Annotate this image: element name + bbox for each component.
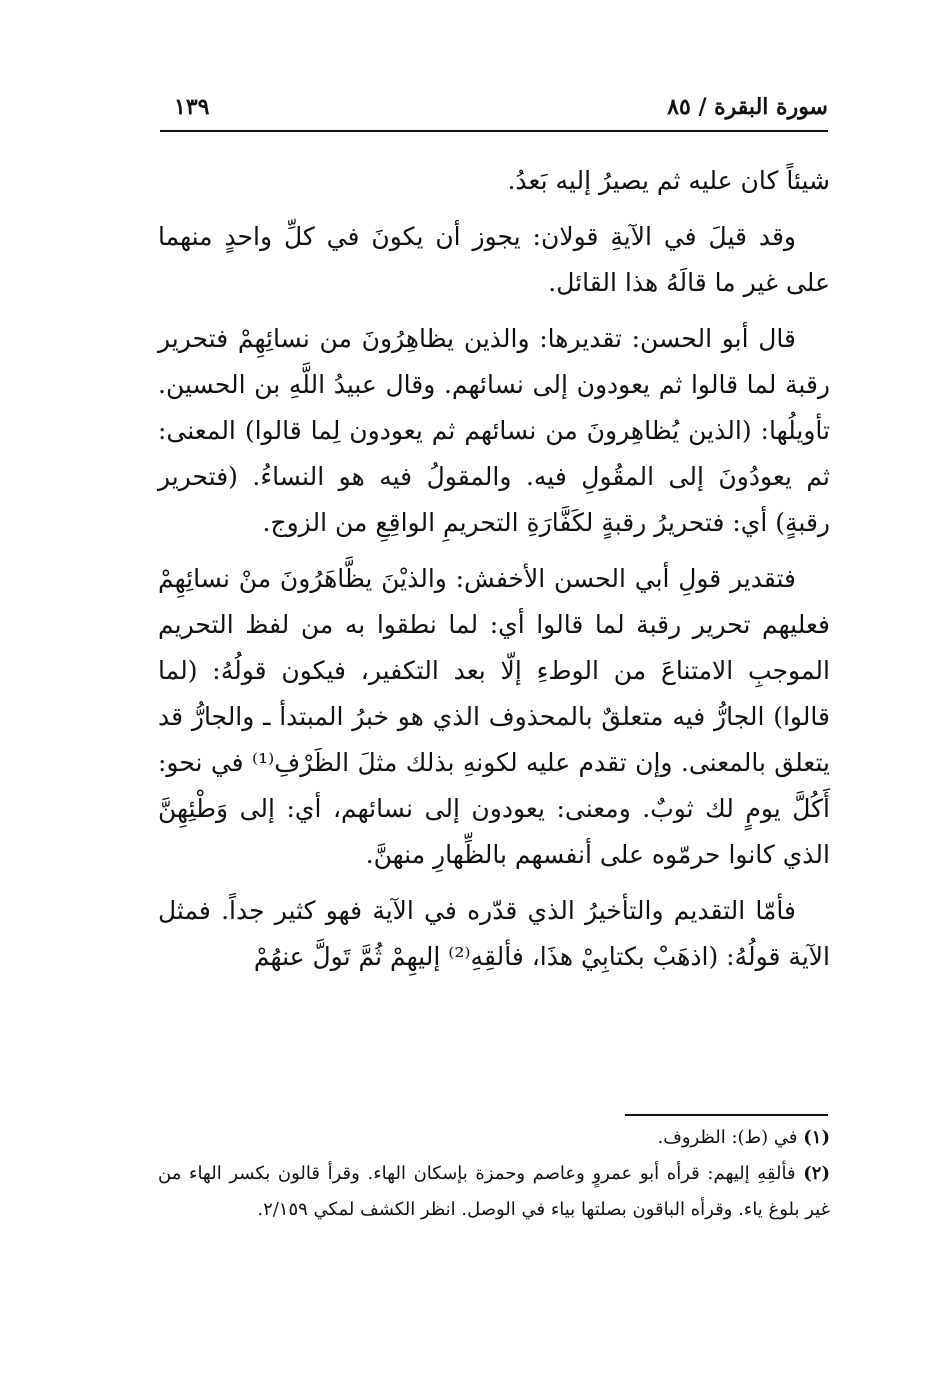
footnote-number: (٢) (803, 1163, 830, 1184)
header-divider (160, 130, 828, 132)
footnote-number: (١) (803, 1127, 830, 1148)
running-header (160, 90, 828, 128)
main-text (158, 158, 830, 990)
footnote-text: في (ط): الظروف. (657, 1127, 798, 1148)
footnote-divider (625, 1114, 828, 1116)
page-number: ١٣٩ (174, 94, 210, 120)
footnote (158, 1156, 830, 1228)
paragraph: فتقدير قولِ أبي الحسن الأخفش: والذيْنَ يظَّاهَرُونَ منْ نسائِهِمْ فعليهم تحرير رقبة لما قالوا أي: لما نطقوا به من لفظ التحريم الموجبِ الامتناعَ من الوطءِ إلّا بعد التكفير، فيكون قولُهُ: (لما قالوا) الجارُّ فيه متعلقٌ بالمحذوف الذي هو خبرُ المبتدأ ـ والجارُّ قد يتعلق بالمعنى. وإن تقدم عليه لكونهِ بذلك مثلَ الظَرْفِ⁽¹⁾ في نحو: أَكُلَّ يومٍ لك ثوبٌ. ومعنى: يعودون إلى نسائهم، أي: إلى وَطْئِهِنَّ الذي كانوا حرمّوه على أنفسهم بالظِّهارِ منهنَّ. (158, 564, 830, 869)
footnote (158, 1120, 830, 1156)
paragraph: شيئاً كان عليه ثم يصيرُ إليه بَعدُ. (507, 166, 830, 195)
paragraph: وقد قيلَ في الآيةِ قولان: يجوز أن يكونَ في كلِّ واحدٍ منهما على غير ما قالَهُ هذا القائل. (158, 222, 830, 297)
paragraph: فأمّا التقديم والتأخيرُ الذي قدّره في الآية فهو كثير جداً. فمثل الآية قولُهُ: (اذهَبْ بكتابِيْ هذَا، فألقِهِ⁽²⁾ إليهِمْ ثُمَّ تَولَّ عنهُمْ (158, 896, 830, 971)
running-title: سورة البقرة / ٨٥ (667, 94, 828, 120)
footnote-text: فألقِهِ إليهم: قرأه أبو عمروٍ وعاصم وحمزة بإسكان الهاء. وقرأ قالون بكسر الهاء من غير بلوغ ياء. وقرأه الباقون بصلتها بياء في الوصل. انظر الكشف لمكي ٢/١٥٩. (158, 1163, 830, 1220)
footnotes (158, 1120, 830, 1228)
paragraph: قال أبو الحسن: تقديرها: والذين يظاهِرُونَ من نسائِهِمْ فتحرير رقبة لما قالوا ثم يعودون إلى نسائهم. وقال عبيدُ اللَّهِ بن الحسين. تأويلُها: (الذين يُظاهِرونَ من نسائهم ثم يعودون لِما قالوا) المعنى: ثم يعودُونَ إلى المقُولِ فيه. والمقولُ فيه هو النساءُ. (فتحرير رقبةٍ) أي: فتحريرُ رقبةٍ لكَفَّارَةِ التحريمِ الواقِعِ من الزوج. (158, 324, 830, 537)
